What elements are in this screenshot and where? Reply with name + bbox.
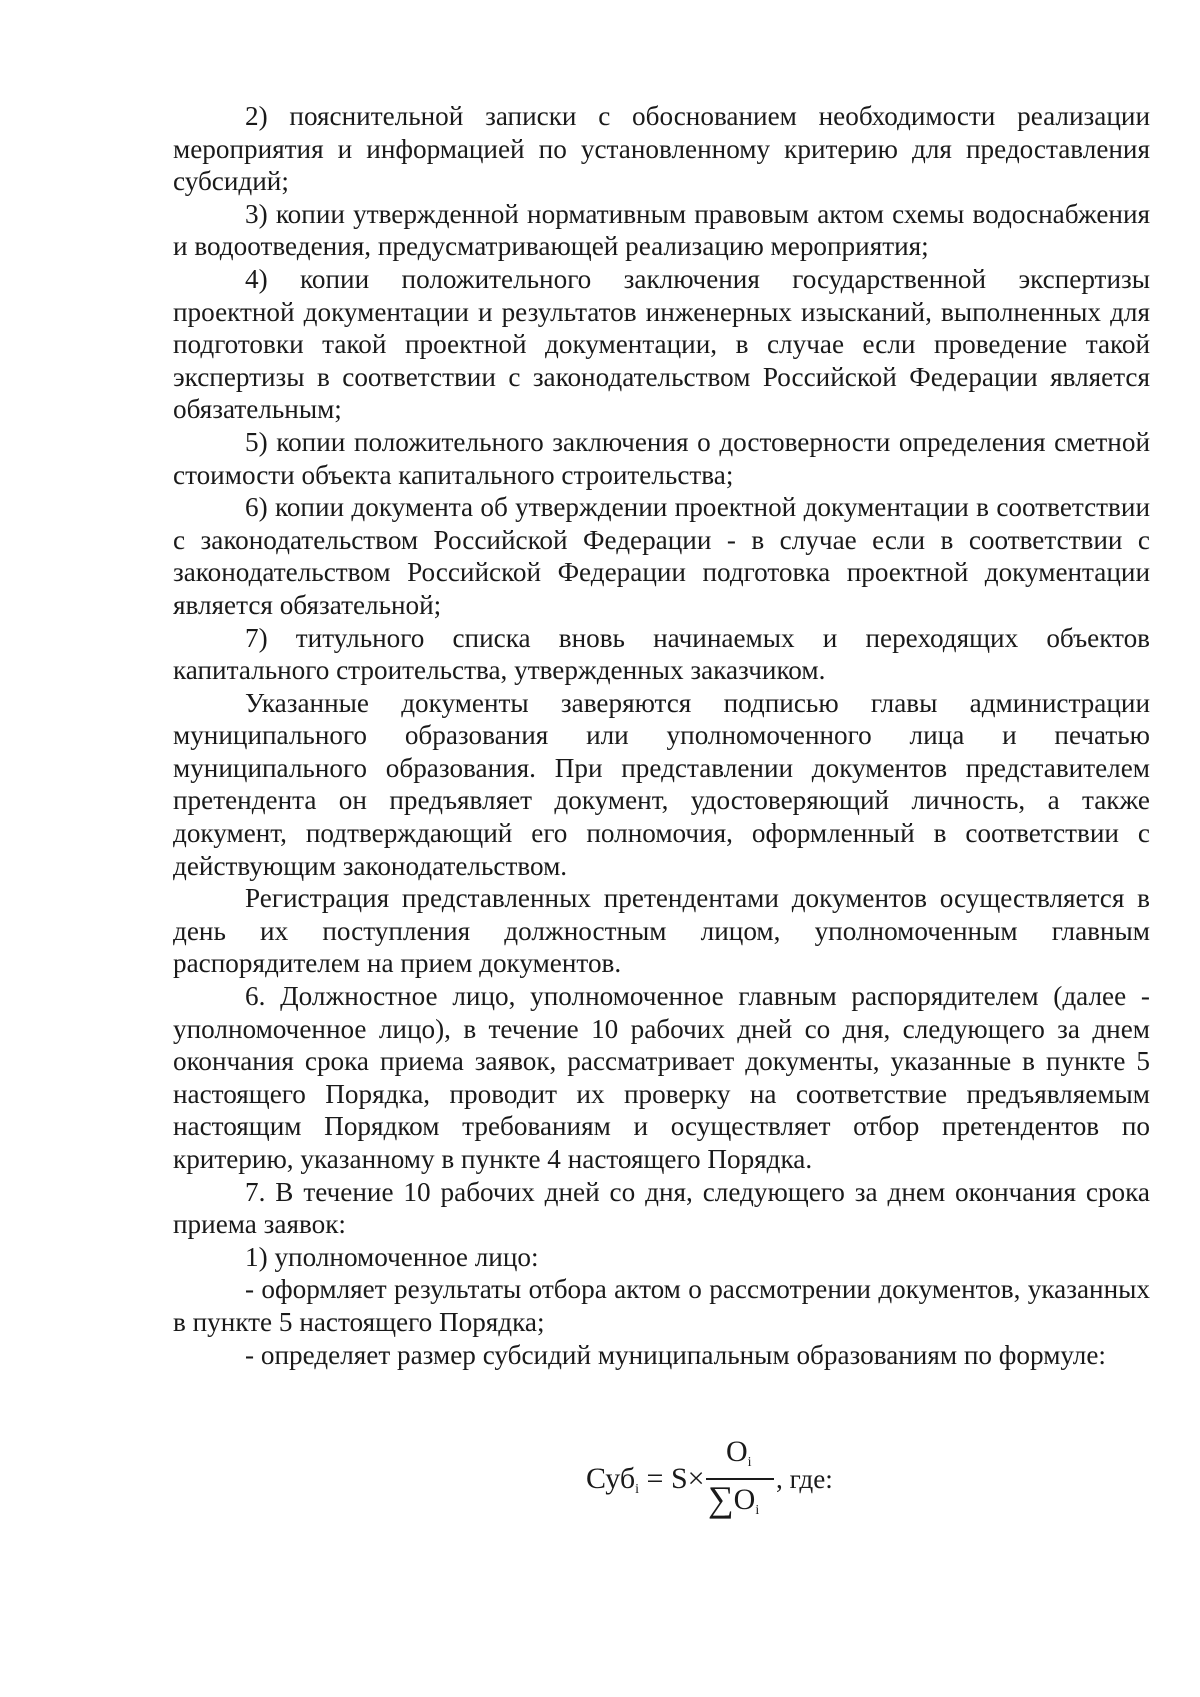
- paragraph-clause-7: 7. В течение 10 рабочих дней со дня, следующего за днем окончания срока приема заявок:: [173, 1176, 1150, 1240]
- paragraph-item-4: 4) копии положительного заключения государственной экспертизы проектной документации и результатов инженерных изысканий, выполненных для подготовки такой проектной документации, в случае если проведение такой экспертизы в соответствии с законодательством Российской Федерации является обязательным;: [173, 263, 1150, 425]
- formula-num-index: i: [747, 1455, 752, 1470]
- paragraph-item-2: 2) пояснительной записки с обоснованием необходимости реализации мероприятия и информацией по установленному критерию для предоставления субсидий;: [173, 101, 1150, 197]
- formula-lhs-base: Суб: [586, 1462, 636, 1495]
- document-body: [173, 100, 1150, 1371]
- formula-sigma: ∑: [708, 1479, 734, 1519]
- paragraph-clause-6: 6. Должностное лицо, уполномоченное главным распорядителем (далее - уполномоченное лицо), в течение 10 рабочих дней со дня, следующего за днем окончания срока приема заявок, рассматривает документы, указанные в пункте 5 настоящего Порядка, проводит их проверку на соответствие предъявляемым настоящим Порядком требованиям и осуществляет отбор претендентов по критерию, указанному в пункте 4 настоящего Порядка.: [173, 981, 1150, 1174]
- paragraph-registration: Регистрация представленных претендентами документов осуществляется в день их поступления должностным лицом, уполномоченным главным распорядителем на прием документов.: [173, 883, 1150, 979]
- paragraph-certification: Указанные документы заверяются подписью главы администрации муниципального образования или уполномоченного лица и печатью муниципального образования. При представлении документов представителем претендента он предъявляет документ, удостоверяющий личность, а также документ, подтверждающий его полномочия, оформленный в соответствии с действующим законодательством.: [173, 687, 1150, 881]
- paragraph-item-6: 6) копии документа об утверждении проектной документации в соответствии с законодательством Российской Федерации - в случае если в соответствии с законодательством Российской Федерации подготовка проектной документации является обязательной;: [173, 492, 1150, 620]
- paragraph-dash-results: - оформляет результаты отбора актом о рассмотрении документов, указанных в пункте 5 настоящего Порядка;: [173, 1274, 1150, 1337]
- paragraph-dash-formula: - определяет размер субсидий муниципальным образованиям по формуле:: [245, 1339, 1106, 1370]
- formula-denominator: [708, 1479, 760, 1528]
- formula-lhs-index: i: [635, 1482, 640, 1497]
- subsidy-formula: [586, 1435, 886, 1542]
- formula-lhs: [586, 1462, 705, 1507]
- formula-num-base: O: [726, 1435, 748, 1468]
- paragraph-item-3: 3) копии утвержденной нормативным правовым актом схемы водоснабжения и водоотведения, предусматривающей реализацию мероприятия;: [173, 198, 1150, 262]
- formula-equals-times: = S×: [639, 1462, 705, 1495]
- formula-den-index: i: [755, 1503, 760, 1518]
- paragraph-item-7: 7) титульного списка вновь начинаемых и переходящих объектов капитального строительства, утвержденных заказчиком.: [173, 622, 1150, 686]
- formula-numerator: [726, 1435, 752, 1480]
- formula-den-base: O: [733, 1483, 756, 1516]
- paragraph-item-5: 5) копии положительного заключения о достоверности определения сметной стоимости объекта капитального строительства;: [173, 426, 1150, 490]
- paragraph-subclause-1: 1) уполномоченное лицо:: [245, 1241, 539, 1272]
- formula-tail: , где:: [776, 1464, 833, 1494]
